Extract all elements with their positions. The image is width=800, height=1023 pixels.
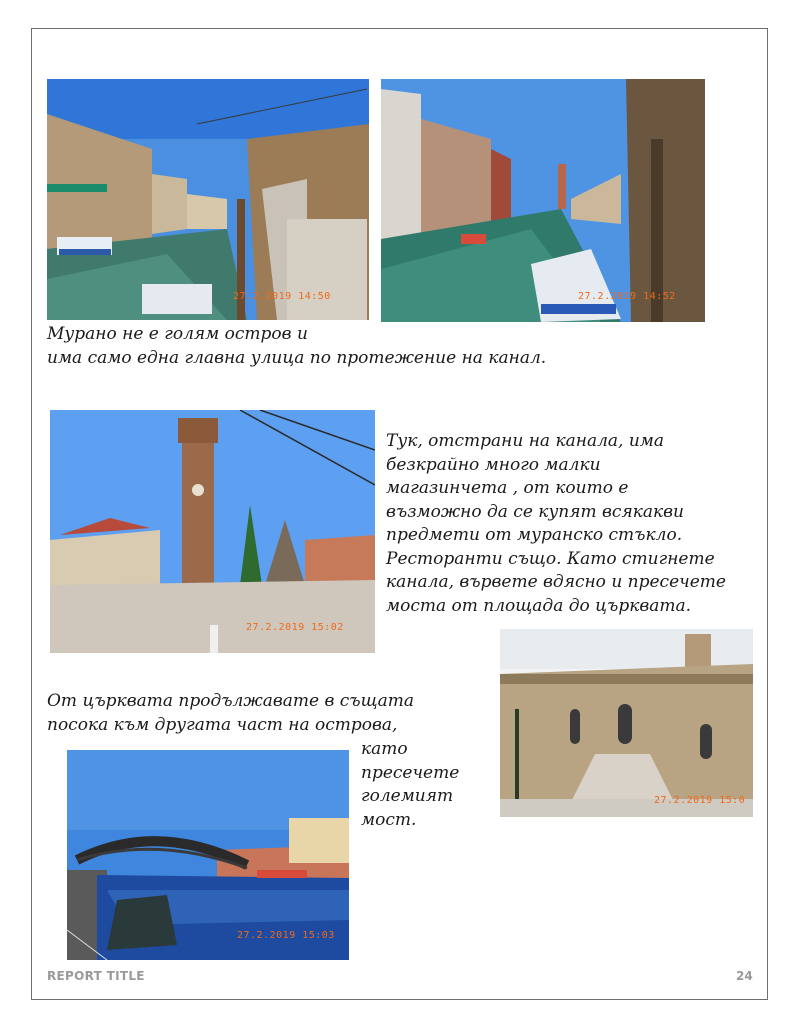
caption-cross-bridge: като пресечете големият мост. bbox=[361, 739, 460, 830]
photo-timestamp: 27.2.2019 15:03 bbox=[237, 930, 335, 941]
photo-bell-tower-square bbox=[50, 410, 375, 653]
caption-island-intro: Мурано не е голям остров и има само една главна улица по протежение на канал. bbox=[47, 324, 547, 368]
caption-shops: Тук, отстрани на канала, има безкрайно много малки магазинчета , от които е възможно да се купят всякакви предмети от муранско стъкло. Ресторанти също. Като стигнете канала, вървете вдясно и пресечете моста от площада до църквата. bbox=[386, 431, 726, 616]
photo-canal-boats bbox=[381, 79, 705, 322]
caption-continue: От църквата продължавате в същата посока към другата част на острова, bbox=[47, 691, 415, 735]
photo-timestamp: 27.2.2019 14:52 bbox=[578, 291, 676, 302]
photo-timestamp: 27.2.2019 15:02 bbox=[246, 622, 344, 633]
footer-page-number: 24 bbox=[736, 969, 753, 983]
photo-canal-street bbox=[47, 79, 369, 320]
photo-timestamp: 27.2.2019 15:0 bbox=[654, 795, 746, 806]
footer-report-title: REPORT TITLE bbox=[47, 969, 145, 983]
photo-timestamp: 27.2.2019 14:50 bbox=[233, 291, 331, 302]
photo-church-steps bbox=[500, 629, 753, 817]
photo-big-bridge bbox=[67, 750, 349, 960]
